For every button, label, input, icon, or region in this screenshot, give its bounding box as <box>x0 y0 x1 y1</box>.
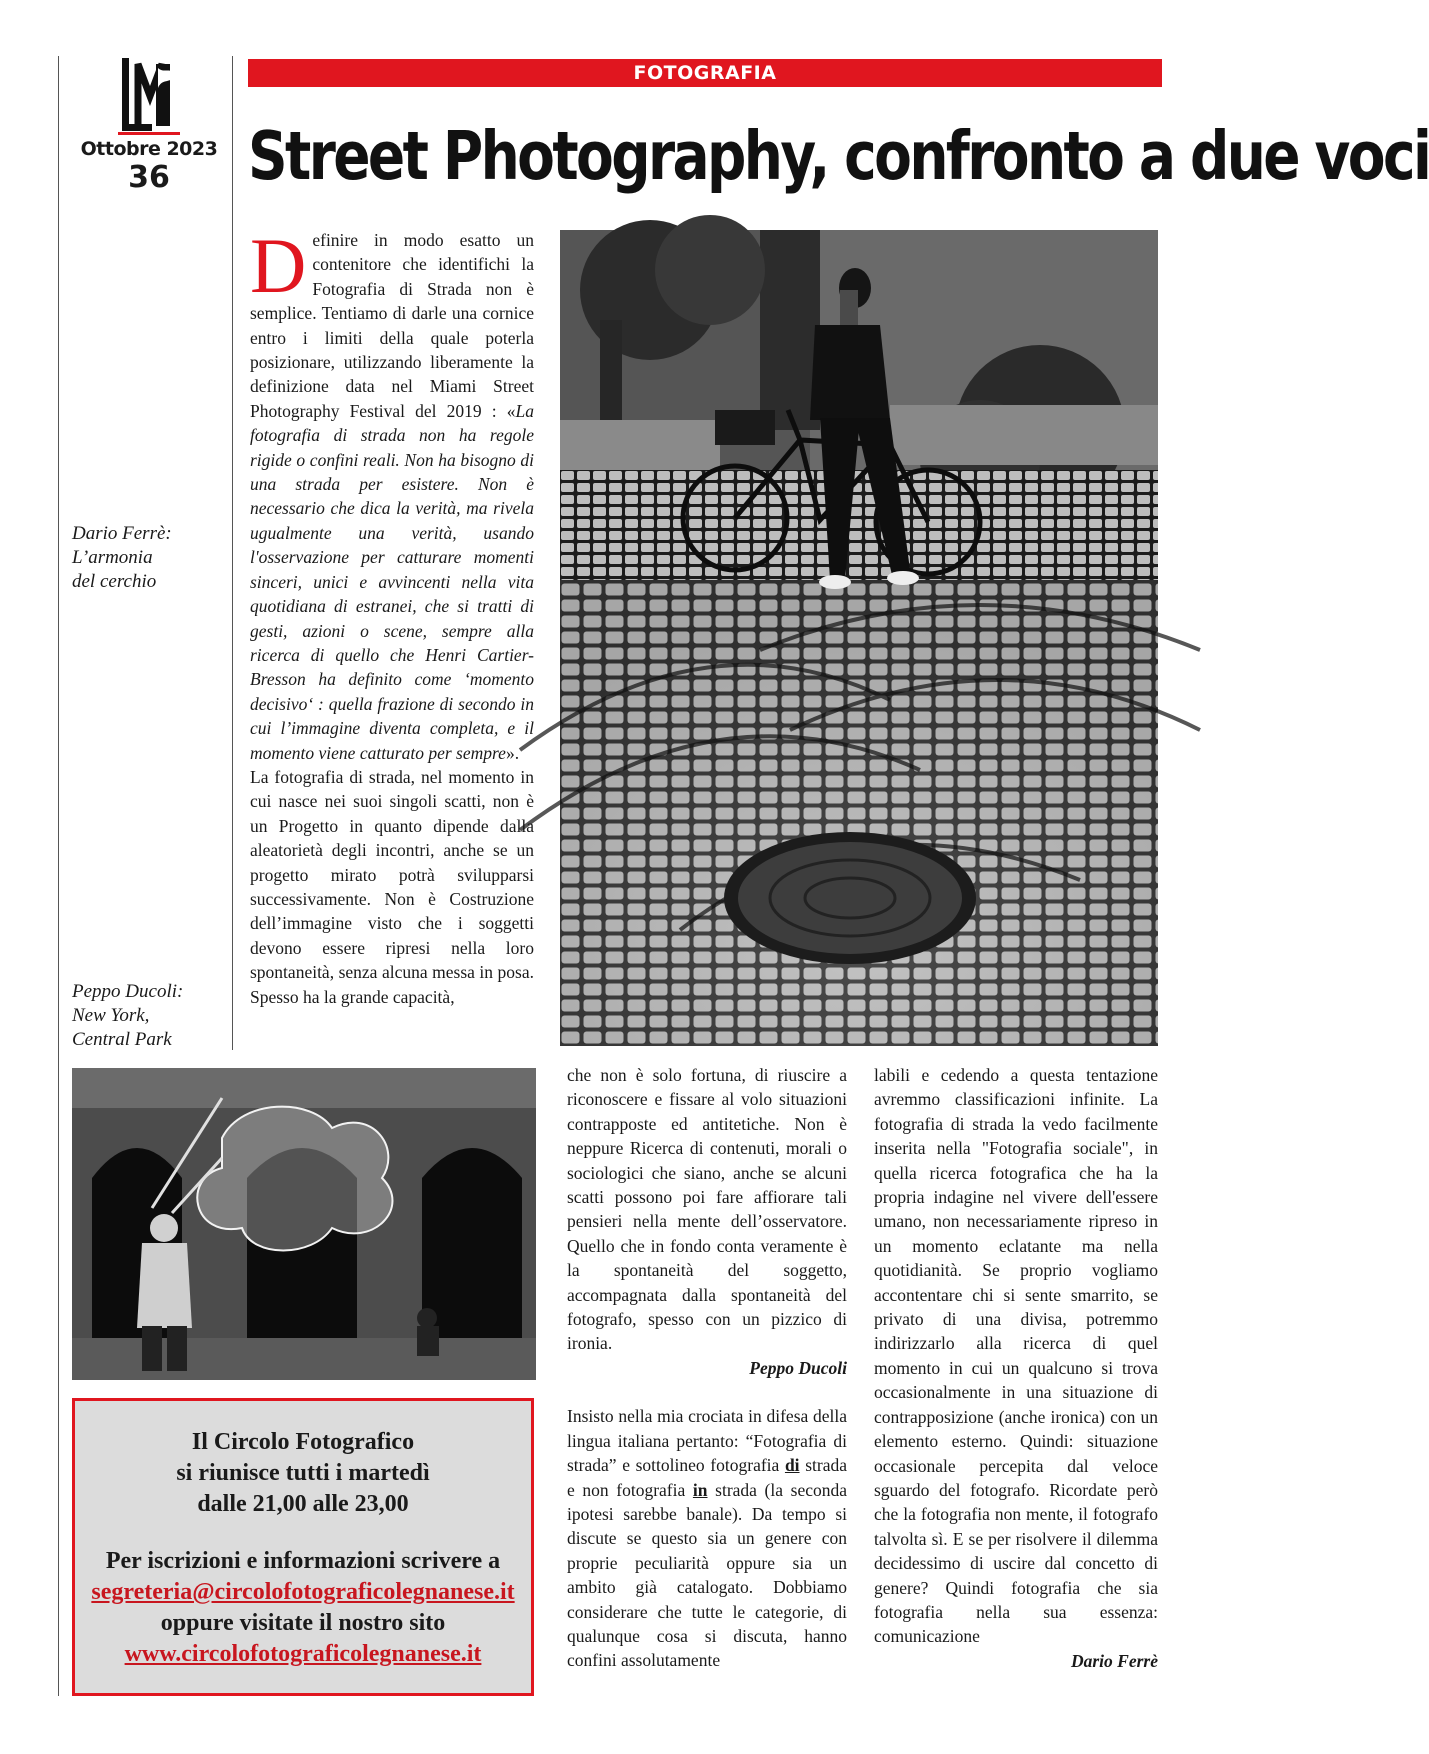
left-rule <box>58 56 59 1696</box>
article-column-1 <box>250 222 534 1052</box>
photo-caption-1 <box>72 522 222 594</box>
photo-caption-2 <box>72 980 222 1052</box>
second-text-b: strada e non fotografia <box>567 1455 847 1500</box>
column-rule <box>232 56 233 1050</box>
info-line-1: Il Circolo Fotografico <box>191 1429 415 1455</box>
author-signature: Peppo Ducoli <box>749 1357 847 1378</box>
caption-author: Peppo Ducoli: <box>72 981 184 1002</box>
caption-title: New York, <box>72 1005 150 1026</box>
intro-text: efinire in modo esatto un contenitore che identifichi la Fotografia di Strada non è semplice. Tentiamo di darle una cornice entro i limiti della quale poterla posizionare, utilizzando liberamente la definizione data nel Miami Street Photography Festival del 2019 : « <box>250 230 534 421</box>
caption-title-2: del cerchio <box>72 571 157 592</box>
article-column-2 <box>567 1063 847 1703</box>
info-line-5: oppure visitate il nostro sito <box>160 1610 446 1636</box>
column-3-text: labili e cedendo a questa tentazione avremmo classificazioni infinite. La fotografia di strada la vedo facilmente inserita nella "Fotografia sociale", in quella ricerca fotografica che ha la propria indagine nel vivere dell'essere umano, non necessariamente ripreso in un momento eclatante ma nella quotidianità. Se proprio vogliamo accontentare chi si sente smarrito, se privato di una divisa, potremmo indirizzarlo alla ricerca di quel momento in cui un qualcuno si trova occasionalmente in una situazione di contrapposizione (anche ironica) con un elemento esterno. Quindi: situazione occasionale percepita dal veloce sguardo del fotografo. Ricordate però che la fotografia non mente, il fotografo talvolta sì. E se per risolvere il dilemma decidessimo di uscire dal concetto di genere? Quindi fotografia che sia fotografia nella sua essenza: comunicazione <box>874 1065 1158 1647</box>
second-text-a: Insisto nella mia crociata in difesa della lingua italiana pertanto: “Fotografia di strada” e sottolineo fotografia <box>567 1406 847 1476</box>
club-info-box <box>72 1398 534 1696</box>
author-signature: Dario Ferrè <box>1070 1650 1158 1671</box>
magazine-logo <box>116 54 182 136</box>
drop-cap: D <box>250 222 307 309</box>
caption-title: L’armonia <box>72 547 153 568</box>
page-number: 36 <box>128 160 170 195</box>
email-link[interactable]: segreteria@circolofotograficolegnanese.it <box>91 1579 515 1605</box>
bubble-photo <box>72 1068 536 1380</box>
underline-in: in <box>692 1479 708 1500</box>
continuation-text: che non è solo fortuna, di riuscire a riconoscere e fissare al volo situazioni contrapposte ed antitetiche. Non è neppure Ricerca di contenuti, morali o sociologici che siano, anche se alcuni scatti possono poi fare affiorare tali pensieri nella mente dell’osservatore. Quello che in fondo conta veramente è la spontaneità del soggetto, accompagnata dalla spontaneità del fotografo, spesso con un pizzico di ironia. <box>567 1065 847 1354</box>
underline-di: di <box>784 1455 800 1476</box>
street-photo <box>560 230 1158 1046</box>
article-column-3 <box>874 1063 1158 1703</box>
info-line-3: dalle 21,00 alle 23,00 <box>197 1491 409 1517</box>
section-label: FOTOGRAFIA <box>248 59 1162 87</box>
info-line-4: Per iscrizioni e informazioni scrivere a <box>105 1548 501 1574</box>
quote-text: La fotografia di strada non ha regole rigide o confini reali. Non ha bisogno di una strada per esistere. Non è necessario che dica la verità, ma rivela ugualmente una verità, usando l'osservazione per catturare momenti sinceri, unici e avvincenti nella vita quotidiana di estranei, che si tratti di gesti, azioni o scene, sempre alla ricerca di quello che Henri Cartier-Bresson ha definito come ‘momento decisivo‘ : quella frazione di secondo in cui l’immagine diventa completa, e il momento viene catturato per sempre <box>250 400 534 763</box>
second-text-c: strada (la seconda ipotesi sarebbe banale). Da tempo si discute se questo sia un genere con proprie peculiarità oppure sia un ambito già catalogato. Dobbiamo considerare che tutte le categorie, di qualunque cosa si discuta, hanno confini assolutamente <box>567 1479 848 1671</box>
article-title: Street Photography, confronto a due voci <box>248 116 1429 196</box>
paragraph-2: La fotografia di strada, nel momento in cui nasce nei suoi singoli scatti, non è un Progetto in quanto dipende dalla aleatorietà degli incontri, anche se un progetto mirato potrà svilupparsi successivamente. Non è Costruzione dell’immagine visto che i soggetti devono essere ripresi nella loro spontaneità, senza alcuna messa in posa. Spesso ha la grande capacità, <box>250 766 534 1007</box>
caption-author: Dario Ferrè: <box>72 523 172 544</box>
info-line-2: si riunisce tutti i martedì <box>176 1460 430 1486</box>
caption-title-2: Central Park <box>72 1029 172 1050</box>
quote-close: ». <box>505 742 520 763</box>
website-link[interactable]: www.circolofotograficolegnanese.it <box>124 1641 482 1667</box>
issue-date: Ottobre 2023 <box>80 138 218 160</box>
